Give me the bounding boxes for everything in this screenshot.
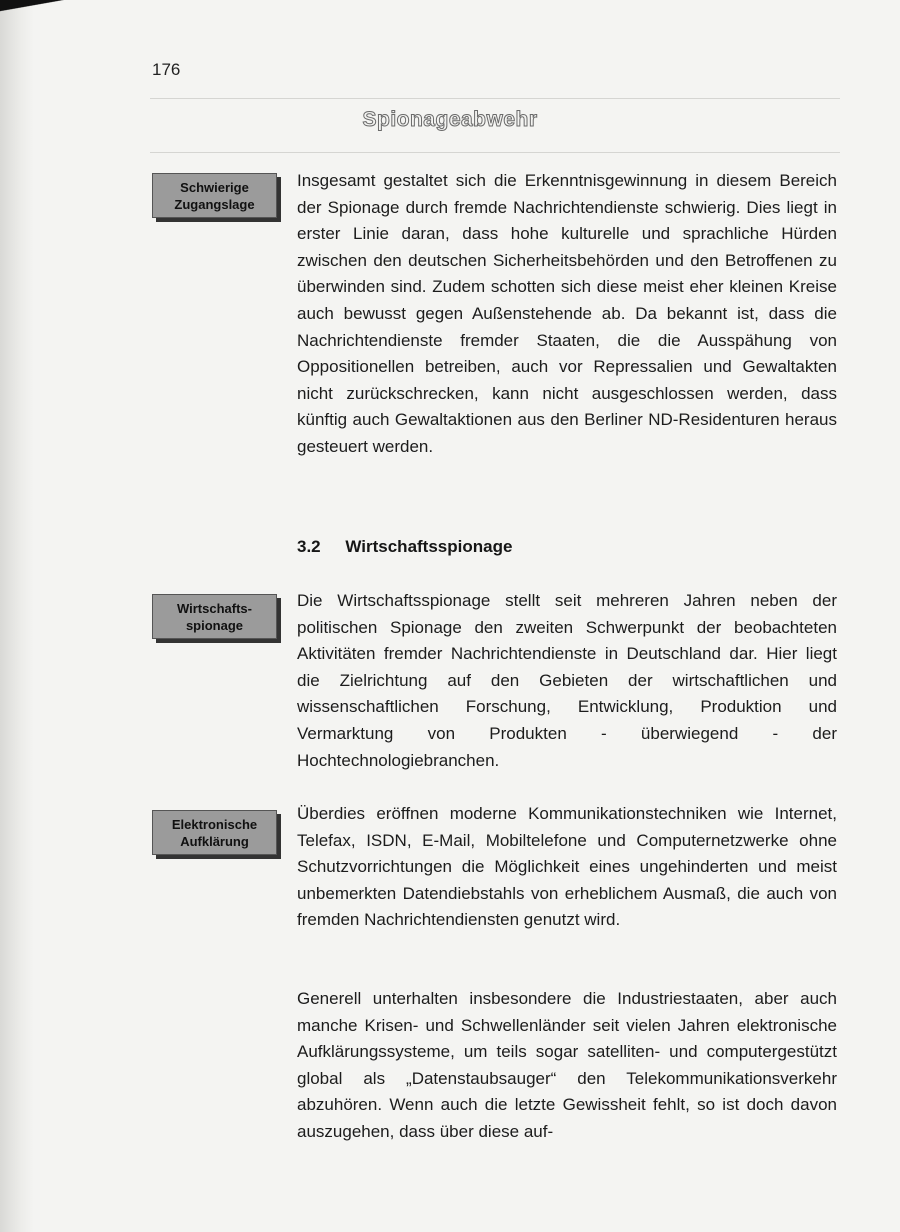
section-heading (297, 537, 512, 557)
margin-note-line: spionage (185, 618, 244, 633)
margin-note-line: Zugangslage (174, 197, 255, 212)
margin-note-wirtschaftsspionage (152, 594, 277, 639)
section-title: Wirtschaftsspionage (345, 537, 513, 556)
margin-note-line: Elektronische (171, 817, 258, 832)
paragraph: Insgesamt gestaltet sich die Erkenntnisgewinnung in diesem Bereich der Spionage durch fremde Nachrichtendienste schwierig. Dies liegt in erster Linie daran, dass hohe kulturelle und sprachliche Hürden zwischen den deutschen Sicherheitsbehörden und den Betroffenen zu überwinden sind. Zudem schotten sich diese meist eher kleinen Kreise auch bewusst gegen Außenstehende ab. Da bekannt ist, dass die Nachrichtendienste fremder Staaten, die die Ausspähung von Oppositionellen betreiben, auch vor Repressalien und Gewaltakten nicht zurückschrecken, kann nicht ausgeschlossen werden, dass künftig auch Gewaltaktionen aus den Berliner ND-Residenturen heraus gesteuert werden. (297, 171, 837, 456)
margin-note-line: Aufklärung (180, 834, 249, 849)
margin-note-elektronische-aufklaerung (152, 810, 277, 855)
paragraph: Generell unterhalten insbesondere die Industriestaaten, aber auch manche Krisen- und Schwellenländer seit vielen Jahren elektronische Aufklärungssysteme, um teils sogar satelliten- und computergestützt global als „Datenstaubsauger“ den Telekommunikationsverkehr abzuhören. Wenn auch die letzte Gewissheit fehlt, so ist doch davon auszugehen, dass über diese auf- (297, 989, 837, 1141)
section-number: 3.2 (297, 537, 321, 556)
header-rule-top (150, 98, 840, 99)
scan-corner-mark (0, 0, 80, 22)
margin-note-schwierige-zugangslage (152, 173, 277, 218)
paragraph: Die Wirtschaftsspionage stellt seit mehreren Jahren neben der politischen Spionage den zweiten Schwerpunkt der beobachteten Aktivitäten fremder Nachrichtendienste in Deutschland dar. Hier liegt die Zielrichtung auf den Gebieten der wirtschaftlichen und wissenschaftlichen Forschung, Entwicklung, Produktion und Vermarktung von Produkten - überwiegend - der Hochtechnologiebranchen. (297, 591, 837, 770)
header-rule-bottom (150, 152, 840, 153)
page-number: 176 (152, 60, 181, 79)
margin-note-line: Wirtschafts- (176, 601, 252, 616)
binding-shadow (0, 0, 34, 1232)
margin-note-line: Schwierige (180, 180, 249, 195)
running-title: Spionageabwehr (362, 108, 538, 131)
paragraph: Überdies eröffnen moderne Kommunikationstechniken wie Internet, Telefax, ISDN, E-Mail, Mobiltelefone und Computernetzwerke ohne Schutzvorrichtungen die Möglichkeit eines ungehinderten und meist unbemerkten Datendiebstahls von erheblichem Ausmaß, die auch von fremden Nachrichtendiensten genutzt wird. (297, 804, 837, 930)
